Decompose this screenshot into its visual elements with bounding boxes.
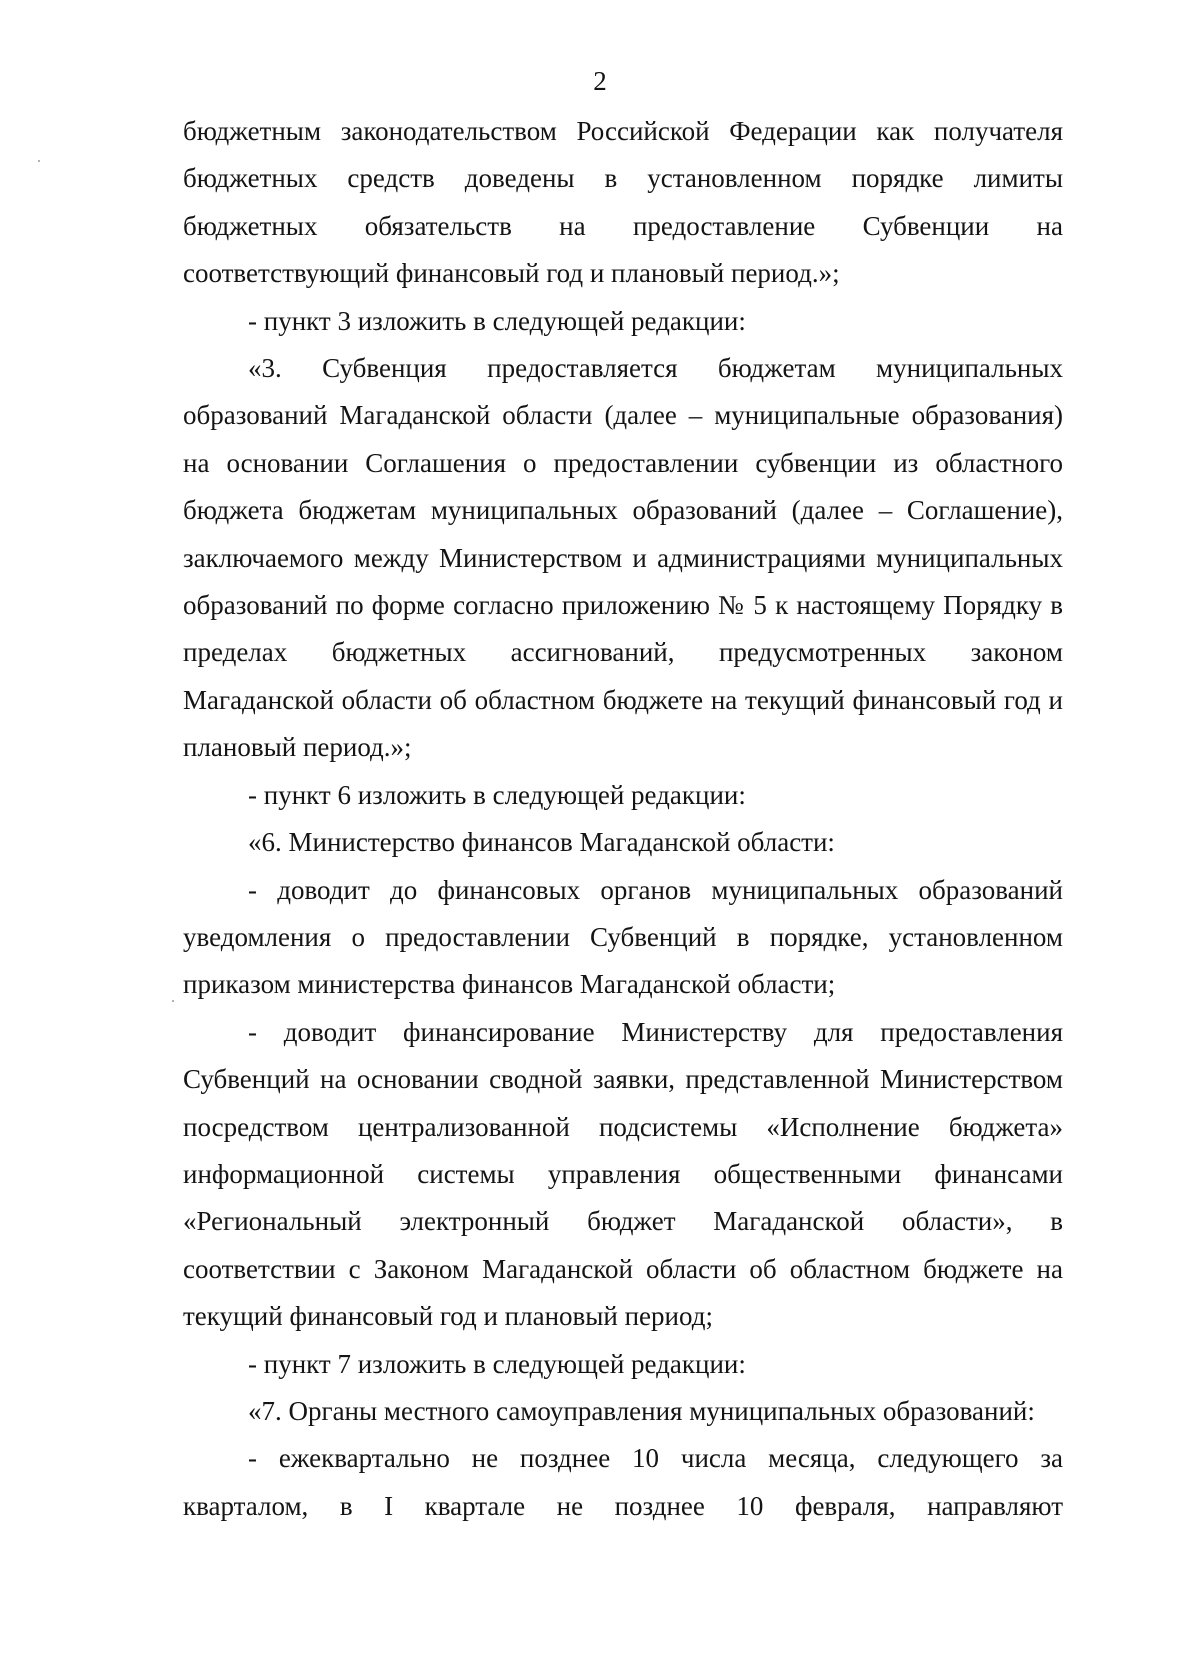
paragraph-item-3-heading: - пункт 3 изложить в следующей редакции: xyxy=(248,305,746,336)
paragraph-item-6-financing: - доводит финансирование Министерству для предоставления Субвенций на основании сводной заявки, представленной Министерством посредством централизованной подсистемы «Исполнение бюджета» информационной системы управления общественными финансами «Региональный электронный бюджет Магаданской области», в соответствии с Законом Магаданской области об областном бюджете на текущий финансовый год и плановый период; xyxy=(183,1016,1063,1332)
paragraph-item-7-title: «7. Органы местного самоуправления муниципальных образований: xyxy=(248,1395,1035,1426)
scan-speck xyxy=(172,1000,174,1002)
paragraph-item-6-heading: - пункт 6 изложить в следующей редакции: xyxy=(248,779,746,810)
paragraph-budget-limits: бюджетным законодательством Российской Федерации как получателя бюджетных средств доведены в установленном порядке лимиты бюджетных обязательств на предоставление Субвенции на соответствующий финансовый год и плановый период.»; xyxy=(183,116,1063,289)
page-number: 2 xyxy=(593,66,607,96)
document-body xyxy=(183,108,1063,1530)
paragraph-item-7-heading: - пункт 7 изложить в следующей редакции: xyxy=(248,1348,746,1379)
paragraph-item-3-text: «3. Субвенция предоставляется бюджетам муниципальных образований Магаданской области (далее – муниципальные образования) на основании Соглашения о предоставлении субвенции из областного бюджета бюджетам муниципальных образований (далее – Соглашение), заключаемого между Министерством и администрациями муниципальных образований по форме согласно приложению № 5 к настоящему Порядку в пределах бюджетных ассигнований, предусмотренных законом Магаданской области об областном бюджете на текущий финансовый год и плановый период.»; xyxy=(183,353,1063,763)
paragraph-item-6-notification: - доводит до финансовых органов муниципальных образований уведомления о предоставлении Субвенций в порядке, установленном приказом министерства финансов Магаданской области; xyxy=(183,874,1063,1000)
paragraph-item-7-quarterly: - ежеквартально не позднее 10 числа месяца, следующего за кварталом, в I квартале не позднее 10 февраля, направляют xyxy=(183,1443,1063,1521)
paragraph-item-6-title: «6. Министерство финансов Магаданской области: xyxy=(248,827,835,858)
scan-speck xyxy=(38,160,40,162)
